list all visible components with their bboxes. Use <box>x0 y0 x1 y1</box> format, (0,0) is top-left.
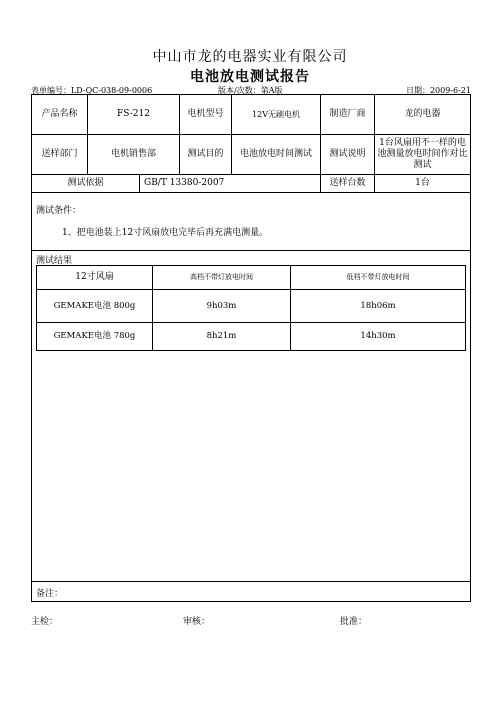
table-row-low: 18h06m <box>360 300 396 311</box>
results-label: 测试结果 <box>36 256 73 266</box>
table-row-low: 14h30m <box>360 331 396 341</box>
results-table <box>36 265 466 351</box>
report-form <box>31 94 471 602</box>
notes-label: 测试说明 <box>329 149 366 159</box>
product-name-value: FS-212 <box>117 109 150 119</box>
motor-model-value: 12V无刷电机 <box>252 110 300 119</box>
form-number: 表单编号：LD-QC-038-09-0006 <box>31 86 153 95</box>
conditions-label: 测试条件： <box>36 206 82 216</box>
results-header-high: 高档不带灯放电时间 <box>190 273 253 281</box>
company-name: 中山市龙的电器实业有限公司 <box>152 49 348 65</box>
report-title: 电池放电测试报告 <box>190 69 310 85</box>
motor-model-label: 电机型号 <box>187 109 224 119</box>
report-date: 日期：2009-6-21 <box>405 86 471 95</box>
qty-value: 1台 <box>415 178 430 188</box>
dept-value: 电机销售部 <box>110 149 156 159</box>
version: 版本/次数：第A版 <box>218 86 283 95</box>
basis-value: GB/T 13380-2007 <box>144 178 225 188</box>
inspector-signature-label: 主检： <box>31 617 59 627</box>
purpose-value: 电池放电时间测试 <box>239 149 312 159</box>
manufacturer-label: 制造厂商 <box>329 109 366 119</box>
results-header-low: 低档不带灯放电时间 <box>346 273 410 281</box>
product-name-label: 产品名称 <box>41 109 78 119</box>
reviewer-signature-label: 审核： <box>183 617 211 627</box>
conditions-item: 1、把电池装上12寸风扇放电完毕后再充满电测量。 <box>62 228 269 238</box>
table-row-battery: GEMAKE电池 800g <box>53 300 136 311</box>
basis-label: 测试依据 <box>67 178 104 188</box>
purpose-label: 测试目的 <box>187 149 224 159</box>
manufacturer-value: 龙的电器 <box>404 109 441 119</box>
results-header-fan: 12寸风扇 <box>75 272 114 282</box>
table-row-battery: GEMAKE电池 780g <box>53 331 136 341</box>
remarks-label: 备注： <box>36 589 64 599</box>
table-row-high: 8h21m <box>206 331 237 341</box>
qty-label: 送样台数 <box>329 178 366 188</box>
approver-signature-label: 批准： <box>340 617 368 627</box>
notes-value: 1台风扇用不一样的电池测量放电时间作对比测试 <box>377 138 468 170</box>
table-row-high: 9h03m <box>206 300 237 311</box>
dept-label: 送样部门 <box>41 149 78 159</box>
